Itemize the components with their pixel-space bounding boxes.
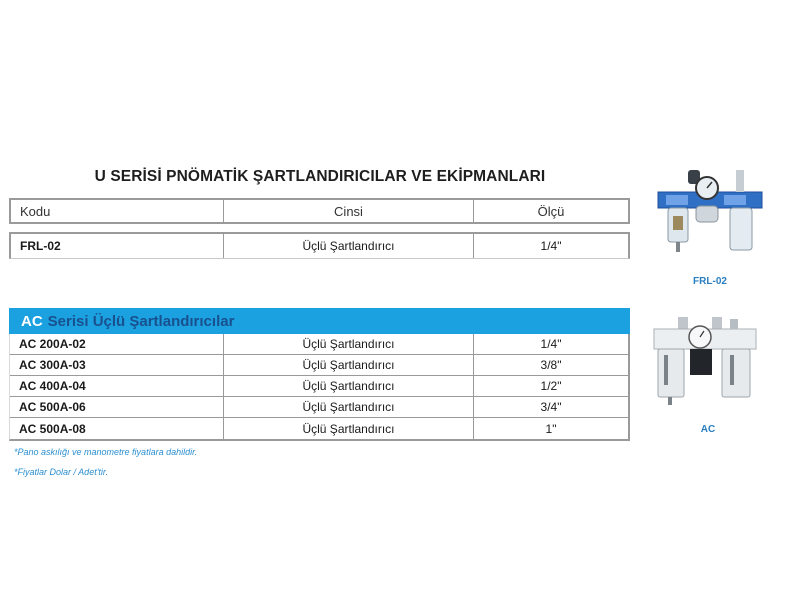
ac-label: AC <box>700 424 716 435</box>
ac-series-table <box>9 334 630 441</box>
cell-code: FRL-02 <box>20 239 61 253</box>
cell-size: 3/4" <box>473 397 628 417</box>
cell-code: AC 500A-08 <box>19 421 86 436</box>
note-currency: *Fiyatlar Dolar / Adet'tir. <box>14 467 109 477</box>
cell-code: AC 200A-02 <box>19 337 86 351</box>
table-row <box>10 418 628 439</box>
cell-type: Üçlü Şartlandırıcı <box>223 355 473 375</box>
cell-code: AC 300A-03 <box>19 358 86 372</box>
heading-text: Serisi Üçlü Şartlandırıcılar <box>47 312 235 330</box>
cell-size: 1/4" <box>473 234 628 258</box>
ac-series-heading <box>9 308 630 334</box>
table-row <box>10 376 628 397</box>
cell-size: 1" <box>473 418 628 439</box>
ac-unit-image <box>650 315 760 410</box>
table-row <box>10 334 628 355</box>
heading-accent: AC <box>21 312 43 330</box>
cell-type: Üçlü Şartlandırıcı <box>223 234 473 258</box>
table-row <box>9 232 630 259</box>
table-row <box>10 397 628 418</box>
page-title: U SERİSİ PNÖMATİK ŞARTLANDIRICILAR VE EKİPMANLARI <box>94 168 546 185</box>
column-header-size: Ölçü <box>473 200 628 222</box>
cell-size: 1/2" <box>473 376 628 396</box>
cell-type: Üçlü Şartlandırıcı <box>223 334 473 354</box>
frl-label: FRL-02 <box>693 276 727 287</box>
cell-type: Üçlü Şartlandırıcı <box>223 397 473 417</box>
column-header-type: Cinsi <box>223 200 473 222</box>
cell-size: 1/4" <box>473 334 628 354</box>
cell-type: Üçlü Şartlandırıcı <box>223 418 473 439</box>
table-header <box>9 198 630 224</box>
cell-code: AC 500A-06 <box>19 400 86 414</box>
cell-type: Üçlü Şartlandırıcı <box>223 376 473 396</box>
cell-code: AC 400A-04 <box>19 379 86 393</box>
cell-size: 3/8" <box>473 355 628 375</box>
column-header-code: Kodu <box>20 203 51 219</box>
table-row <box>10 355 628 376</box>
frl-unit-image <box>650 168 770 268</box>
note-accessories: *Pano askılığı ve manometre fiyatlara dahildir. <box>14 447 198 457</box>
